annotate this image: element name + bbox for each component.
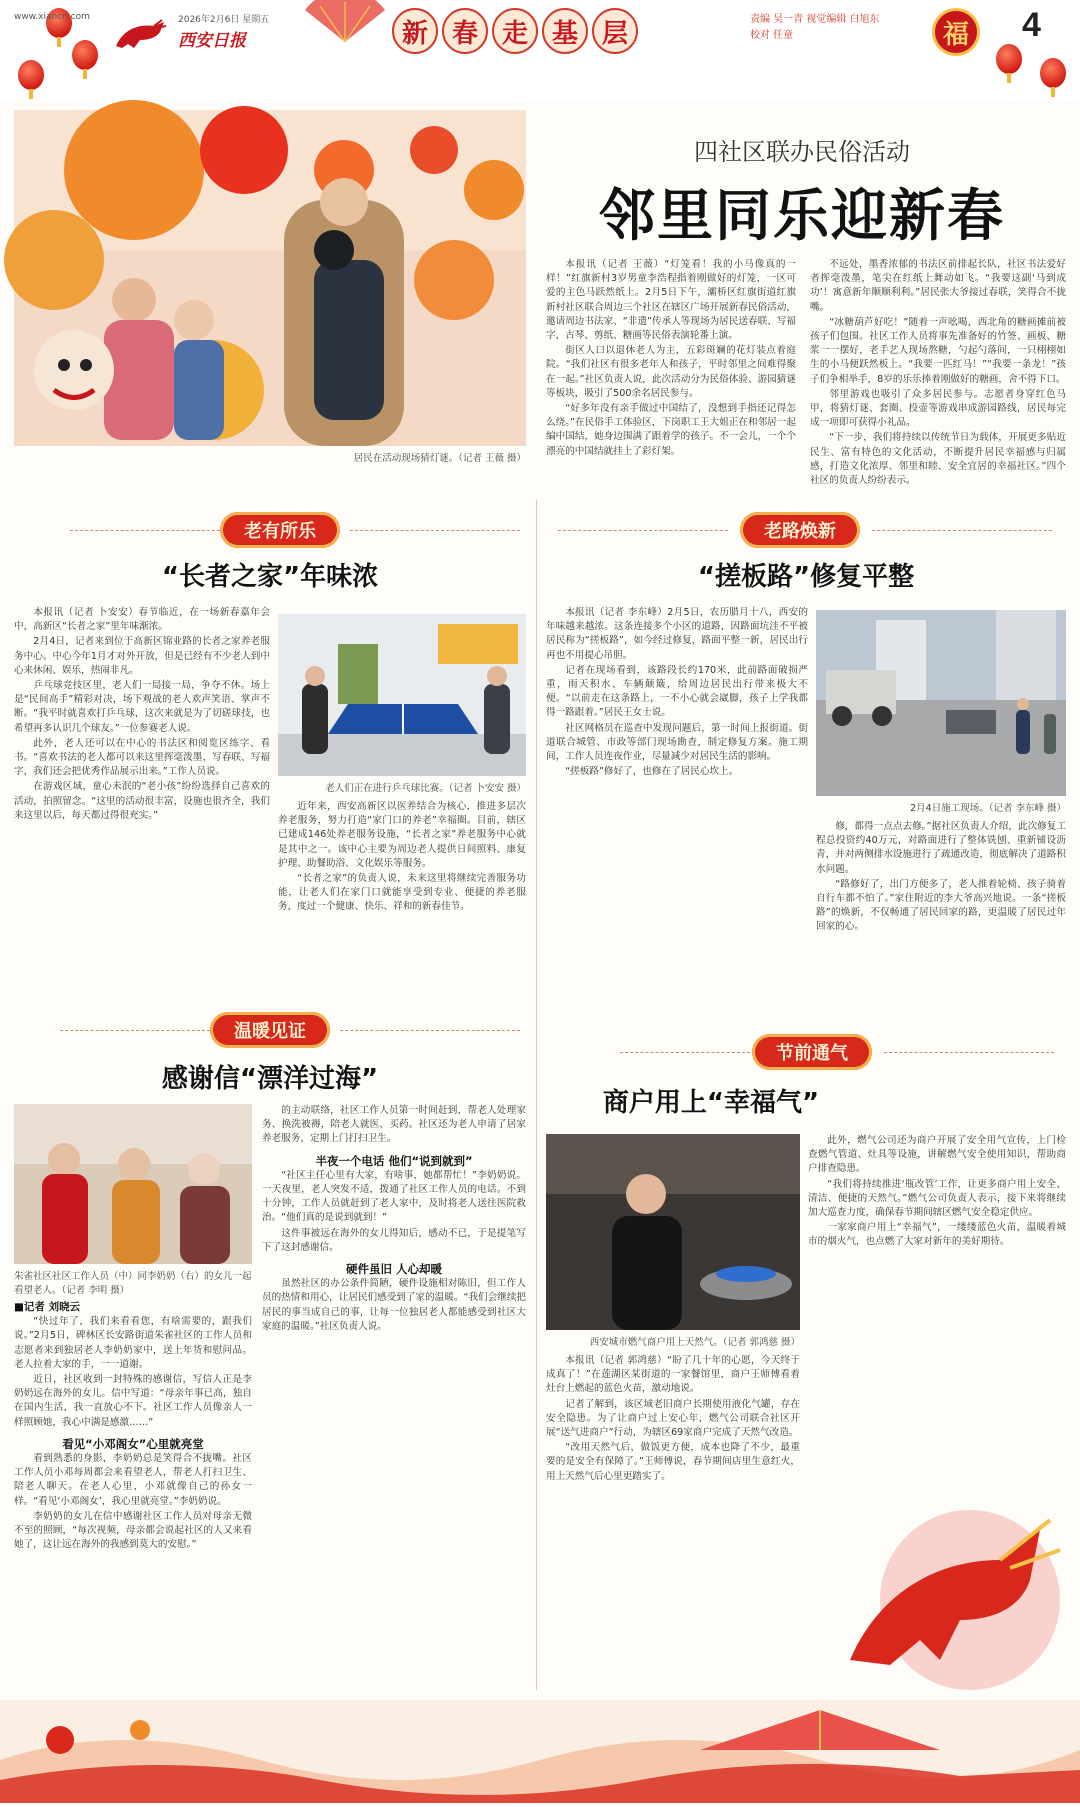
paragraph: 看到熟悉的身影，李奶奶总是笑得合不拢嘴。社区工作人员小邓每周都会来看望老人，帮老人打扫卫生、陪老人聊天。在老人心里，小邓就像自己的孙女一样。“看见‘小邓阁女’，我心里就亮堂。”李奶奶说。	[14, 1453, 252, 1507]
paragraph: 近日，社区收到一封特殊的感谢信，写信人正是李奶奶远在海外的女儿。信中写道：“母亲年事已高，独自在国内生活，我一直放心不下。社区工作人员像亲人一样照顾她，我心中满是感激……”	[14, 1374, 252, 1428]
lead-photo	[14, 110, 526, 446]
paragraph: 邻里游戏也吸引了众多居民参与。志愿者身穿红色马甲，将猜灯谜、套圈、投壶等游戏串成游园路线，居民每完成一项即可获得小礼品。	[810, 388, 1066, 429]
paragraph: 社区网格员在巡查中发现问题后，第一时间上报街道。街道联合城管、市政等部门现场勘查，制定修复方案。施工期间，工作人员连夜作业，尽量减少对居民生活的影响。	[546, 722, 808, 763]
s4-column-2	[808, 1134, 1066, 1484]
paragraph: 本报讯（记者 李东峰）2月5日，农历腊月十八，西安的年味越来越浓。这条连接多个小区的道路，因路面坑洼不平被居民称为“搓板路”，如今经过修复，路面平整一新，居民出行再也不用提心吊胆。	[546, 607, 808, 661]
paragraph: 一家家商户用上“幸福气”，一缕缕蓝色火苗，温暖着城市的烟火气，也点燃了大家对新年的美好期待。	[808, 1222, 1066, 1248]
section-headline: “长者之家”年味浓	[161, 562, 379, 592]
paragraph: 李奶奶的女儿在信中感谢社区工作人员对母亲无微不至的照顾，“每次视频，母亲都会说起社区的人又来看她了，这让远在海外的我感到莫大的安慰。”	[14, 1510, 252, 1551]
paragraph: 本报讯（记者 卜安安）春节临近，在一场新春嘉年会中，高新区“长者之家”里年味渐浓。	[14, 607, 270, 633]
fu-badge-icon: 福	[932, 8, 980, 56]
paragraph: 本报讯（记者 郭鸿慈）“盼了几十年的心愿，今天终于成真了！”在莲湖区某街道的一家餐馆里，商户王师傅看着灶台上燃起的蓝色火苗，激动地说。	[546, 1355, 800, 1395]
s1-column-1	[14, 606, 270, 996]
paragraph: 本报讯（记者 王薇）“灯笼看！我的小马像真的一样！”红旗新村3岁男童李浩程指着刚做好的灯笼，一区可爱的主色马跃然纸上。2月5日下午，灞桥区红旗街道红旗新村社区联合周边三个社区在辖区广场开展新春民俗活动，邀请周边书法家、“非遗”传承人等现场为居民送春联、写福字，古琴、剪纸、糖画等民俗表演轮番上演。	[546, 259, 796, 342]
section-divider	[620, 1052, 750, 1053]
column-divider	[536, 500, 537, 1690]
page-number: 4	[1022, 6, 1041, 44]
editor-credits	[750, 12, 880, 44]
lantern-icon	[1040, 58, 1066, 88]
s2-photo-caption: 2月4日施工现场。（记者 李东峰 摄）	[910, 803, 1066, 814]
editor-line: 责编 吴一青 视觉编辑 白旭东	[750, 14, 880, 25]
site-url: www.xiancn.com	[14, 12, 90, 22]
lead-column-2	[810, 258, 1066, 487]
paragraph: “冰糖葫芦好吃！”随着一声吆喝，西北角的糖画摊前被孩子们包围。社区工作人员将事先准备好的竹签、画板、糖浆一一摆好，老手艺人现场熬糖，勺起勺落间，一只栩栩如生的小马便跃然板上。“我要一匹红马！”“我要一条龙！”孩子们争相举手，8岁的乐乐捧着刚做好的糖画，舍不得下口。	[810, 316, 1066, 385]
s2-photo	[816, 610, 1066, 796]
s1-column-2	[278, 800, 526, 996]
section-divider	[558, 530, 728, 531]
lantern-icon	[18, 60, 44, 90]
paragraph: 虽然社区的办公条件简陋，硬件设施相对陈旧，但工作人员的热情和用心，让居民们感受到了家的温暖。“我们会继续把居民的事当成自己的事，让每一位独居老人都能感受到社区大家庭的温暖。”社区负责人说。	[262, 1278, 527, 1332]
masthead	[0, 0, 1080, 100]
paper-name: 西安日报	[178, 31, 246, 51]
horse-ornament-icon	[820, 1490, 1070, 1690]
paragraph: “下一步，我们将持续以传统节日为载体，开展更多贴近民生、富有特色的文化活动，不断提升居民幸福感与归属感，打造文化浓厚、邻里和睦、安全宜居的幸福社区。”四个社区的负责人纷纷表示。	[810, 432, 1066, 487]
subheading: 半夜一个电话 他们“说到就到”	[315, 1153, 473, 1168]
subheading: 硬件虽旧 人心却暖	[345, 1262, 442, 1277]
section-divider	[340, 1030, 520, 1031]
paragraph: 不远处，墨香浓郁的书法区前排起长队，社区书法爱好者挥毫泼墨，笔尖在红纸上舞动如飞。“我要这副‘马到成功’！寓意新年顺顺利利。”居民张大爷接过春联，笑得合不拢嘴。	[810, 259, 1066, 313]
paragraph: “长者之家”的负责人说，未来这里将继续完善服务功能，让老人们在家门口就能享受到专业、便捷的养老服务，度过一个健康、快乐、祥和的新春佳节。	[278, 873, 526, 913]
horse-logo-icon	[110, 18, 170, 52]
paragraph: “改用天然气后，做饭更方便，成本也降了不少，最重要的是安全有保障了。”王师傅说，春节期间店里生意红火，用上天然气后心里更踏实了。	[546, 1442, 800, 1482]
s1-photo-caption: 老人们正在进行乒乓球比赛。（记者 卜安安 摄）	[325, 783, 526, 794]
s4-photo	[546, 1134, 800, 1330]
lantern-icon	[72, 40, 98, 70]
paragraph: 2月4日，记者来到位于高新区锦业路的长者之家养老服务中心。中心今年1月才对外开放，但是已经有不少老人到中心来休闲、娱乐，热闹非凡。	[14, 636, 270, 676]
s4-column-1	[546, 1354, 800, 1694]
section-divider	[70, 530, 220, 531]
section-divider	[872, 530, 1052, 531]
paragraph: “路修好了，出门方便多了，老人推着轮椅、孩子骑着自行车都不怕了。”家住附近的李大爷高兴地说。一条“搓板路”的焕新，不仅畅通了居民回家的路，更温暖了居民过年回家的心。	[816, 878, 1066, 933]
section-title-char: 基	[542, 8, 588, 54]
section-divider	[60, 1030, 210, 1031]
section-badge: 温暖见证	[210, 1012, 330, 1048]
section-headline: 感谢信“漂洋过海”	[161, 1064, 379, 1094]
byline: ■记者 刘晓云	[14, 1301, 81, 1313]
s3-column-2	[262, 1104, 526, 1696]
section-badge: 老路焕新	[740, 512, 860, 548]
section-badge: 老有所乐	[220, 512, 340, 548]
paragraph: 记者了解到，该区域老旧商户长期使用液化气罐，存在安全隐患。为了让商户过上安心年，燃气公司联合社区开展“送气进商户”行动，为辖区69家商户完成了天然气改造。	[546, 1398, 800, 1439]
section-headline: 商户用上“幸福气”	[602, 1088, 820, 1118]
lantern-icon	[996, 44, 1022, 74]
paragraph: 这件事被远在海外的女儿得知后，感动不已，于是提笔写下了这封感谢信。	[262, 1227, 526, 1253]
paragraph: “好多年没有亲手做过中国结了，没想到手指还记得怎么绕。”在民俗手工体验区，下岗职工王大姐正在和邻居一起编中国结，她身边围满了跟着学的孩子。不一会儿，一个个漂亮的中国结就挂上了彩灯架。	[546, 403, 796, 457]
section-title-char: 走	[492, 8, 538, 54]
paragraph: “社区主任心里有大家，有啥事，她都帮忙！”李奶奶说。一天夜里，老人突发不适，拨通了社区工作人员的电话。不到十分钟，工作人员就赶到了老人家中，及时将老人送往医院救治。“他们真的是说到就到！”	[262, 1169, 526, 1224]
fan-ornament-icon	[300, 2, 390, 42]
paragraph: 的主动联络，社区工作人员第一时间赶到，帮老人处理家务、换洗被褥，陪老人就医、买药。社区还为老人申请了居家养老服务，定期上门打扫卫生。	[262, 1105, 526, 1145]
editor-line: 校对 任童	[750, 30, 794, 41]
lead-headline: 邻里同乐迎新春	[599, 184, 1005, 249]
section-title-char: 春	[442, 8, 488, 54]
subheading: 看见“小邓阁女”心里就亮堂	[62, 1436, 204, 1451]
paragraph: 此外，燃气公司还为商户开展了安全用气宣传，上门检查燃气管道、灶具等设施，讲解燃气安全使用知识，帮助商户排查隐患。	[808, 1135, 1066, 1175]
paragraph: 近年来，西安高新区以医养结合为核心，推进多层次养老服务，努力打造“家门口的养老”幸福圈。目前，辖区已建成146处养老服务设施，“长者之家”养老服务中心就是其中之一。该中心主要为周边老人提供日间照料、康复护理、助餐助浴、文化娱乐等服务。	[278, 801, 526, 869]
lead-kicker: 四社区联办民俗活动	[694, 138, 910, 166]
s2-column-2	[816, 820, 1066, 996]
s1-photo	[278, 614, 526, 776]
s3-photo	[14, 1104, 252, 1264]
s3-photo-caption: 朱雀社区社区工作人员（中）同李奶奶（右）的女儿一起看望老人。（记者 李明 摄）	[14, 1271, 252, 1296]
footer-banner	[0, 1700, 1080, 1803]
paragraph: “搓板路”修好了，也修在了居民心坎上。	[565, 766, 739, 778]
paragraph: 乒乓球竞技区里，老人们一局接一局，争夺不休。场上是“民间高手”精彩对决，场下观战的老人欢声笑语、掌声不断。“我平时就喜欢打乒乓球，这次来就是为了切磋球技，也希望再多认识几个球友。”一位参赛老人说。	[14, 680, 270, 734]
issue-date: 2026年2月6日 星期五	[178, 15, 270, 25]
lead-column-1	[546, 258, 796, 478]
section-title	[392, 8, 638, 54]
s3-column-1	[14, 1296, 252, 1696]
paragraph: 记者在现场看到，该路段长约170米，此前路面破损严重，雨天积水、车辆颠簸，给周边居民出行带来极大不便。“以前走在这条路上，一不小心就会崴脚，孩子上学我都得一路跟着。”居民王女士说。	[546, 664, 808, 719]
section-title-char: 新	[392, 8, 438, 54]
section-divider	[884, 1052, 1054, 1053]
paragraph: “快过年了，我们来看看您，有啥需要的，跟我们说。”2月5日，碑林区长安路街道朱雀社区的工作人员和志愿者来到独居老人李奶奶家中，送上年货和慰问品。老人拉着大家的手，一一道谢。	[14, 1316, 252, 1370]
lead-photo-caption: 居民在活动现场猜灯谜。（记者 王薇 摄）	[353, 453, 526, 464]
paragraph: “我们将持续推进‘瓶改管’工作，让更多商户用上安全、清洁、便捷的天然气。”燃气公司负责人表示，接下来将继续加大巡查力度，确保春节期间辖区燃气安全稳定供应。	[808, 1178, 1066, 1219]
paragraph: 街区人口以退休老人为主，五彩斑斓的花灯装点着庭院。“我们社区有很多老年人和孩子，平时邻里之间难得聚在一起。”社区负责人说，此次活动分为民俗体验、游园猜谜等板块，吸引了500余名居民参与。	[546, 345, 796, 399]
section-divider	[350, 530, 520, 531]
s2-column-1	[546, 606, 808, 996]
paragraph: 此外，老人还可以在中心的书法区和阅览区练字、看书。“喜欢书法的老人都可以来这里挥毫泼墨，写春联、写福字，我们还会把优秀作品展示出来。”工作人员说。	[14, 737, 270, 778]
s4-photo-caption: 西安城市燃气商户用上天然气。（记者 郭鸿慈 摄）	[589, 1337, 800, 1348]
paragraph: 修，都得一点点去修。”据社区负责人介绍，此次修复工程总投资约40万元，对路面进行了整体铣刨、重新铺设沥青，并对两侧排水设施进行了疏通改造，彻底解决了道路积水问题。	[816, 821, 1066, 875]
section-badge: 节前通气	[752, 1034, 872, 1070]
paragraph: 在游戏区域，童心未泯的“老小孩”纷纷选择自己喜欢的活动，拍照留念。“这里的活动很丰富，设施也很齐全，我们来这里以后，每天都过得很充实。”	[14, 781, 270, 821]
section-title-char: 层	[592, 8, 638, 54]
section-headline: “搓板路”修复平整	[697, 562, 915, 592]
